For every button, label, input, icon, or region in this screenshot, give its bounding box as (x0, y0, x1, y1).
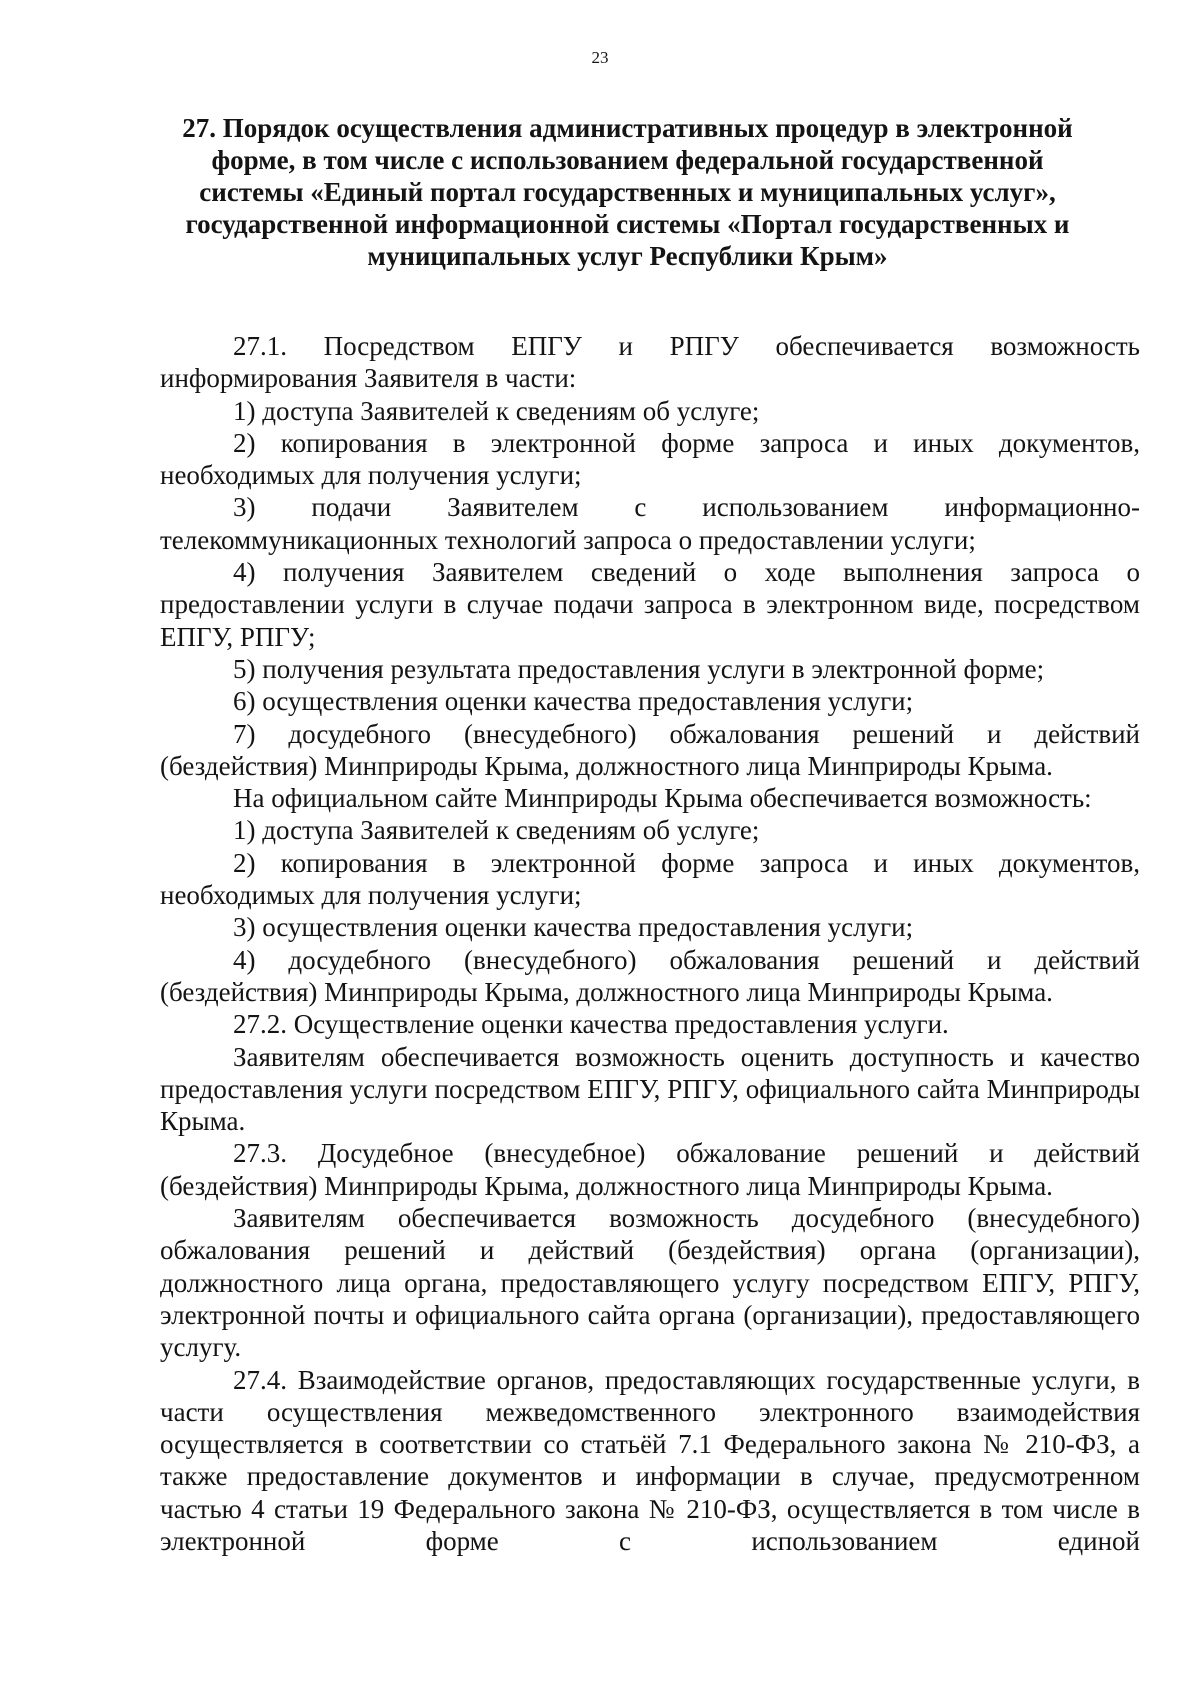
paragraph-27-2: 27.2. Осуществление оценки качества предоставления услуги. (233, 1009, 949, 1040)
paragraph-appeal: Заявителям обеспечивается возможность досудебного (внесудебного) обжалования решений и действий (бездействия) органа (организации), должностного лица органа, предоставляющего услугу посредством ЕПГУ, РПГУ, электронной почты и официального сайта органа (организации), предоставляющего услугу. (160, 1203, 1140, 1363)
paragraph-official-site: На официальном сайте Минприроды Крыма обеспечивается возможность: (233, 783, 1092, 814)
list-item: 1) доступа Заявителей к сведениям об услуге; (233, 395, 760, 426)
paragraph-quality-assessment: Заявителям обеспечивается возможность оценить доступность и качество предоставления услуги посредством ЕПГУ, РПГУ, официального сайта Минприроды Крыма. (160, 1041, 1140, 1137)
section-heading: 27. Порядок осуществления административных процедур в электронной форме, в том числе с использованием федеральной государственной системы «Единый портал государственных и муниципальных услуг», государственной информационной системы «Портал государственных и муниципальных услуг Республики Крым» (182, 113, 1073, 271)
list-item: 7) досудебного (внесудебного) обжалования решений и действий (бездействия) Минприроды Крыма, должностного лица Минприроды Крыма. (160, 718, 1140, 781)
list-item: 3) подачи Заявителем с использованием информационно-телекоммуникационных технологий запроса о предоставлении услуги; (160, 492, 1140, 555)
paragraph-27-4: 27.4. Взаимодействие органов, предоставляющих государственные услуги, в части осуществления межведомственного электронного взаимодействия осуществляется в соответствии со статьёй 7.1 Федерального закона № 210-ФЗ, а также предоставление документов и информации в случае, предусмотренном частью 4 статьи 19 Федерального закона № 210-ФЗ, осуществляется в том числе в электронной форме с использованием единой (160, 1364, 1140, 1556)
list-item: 4) получения Заявителем сведений о ходе выполнения запроса о предоставлении услуги в случае подачи запроса в электронном виде, посредством ЕПГУ, РПГУ; (160, 557, 1140, 652)
list-item: 1) доступа Заявителей к сведениям об услуге; (233, 815, 760, 846)
page-number: 23 (591, 48, 609, 67)
document-body (160, 330, 1140, 1557)
list-item: 3) осуществления оценки качества предоставления услуги; (233, 912, 914, 943)
list-item: 2) копирования в электронной форме запроса и иных документов, необходимых для получения услуги; (160, 847, 1140, 911)
list-item: 4) досудебного (внесудебного) обжалования решений и действий (бездействия) Минприроды Крыма, должностного лица Минприроды Крыма. (160, 944, 1140, 1007)
list-item: 2) копирования в электронной форме запроса и иных документов, необходимых для получения услуги; (160, 427, 1140, 491)
list-item: 6) осуществления оценки качества предоставления услуги; (233, 686, 914, 717)
paragraph-27-3: 27.3. Досудебное (внесудебное) обжалование решений и действий (бездействия) Минприроды Крыма, должностного лица Минприроды Крыма. (160, 1138, 1140, 1201)
paragraph-27-1: 27.1. Посредством ЕПГУ и РПГУ обеспечивается возможность информирования Заявителя в части: (160, 331, 1140, 394)
list-item: 5) получения результата предоставления услуги в электронной форме; (233, 653, 1045, 684)
